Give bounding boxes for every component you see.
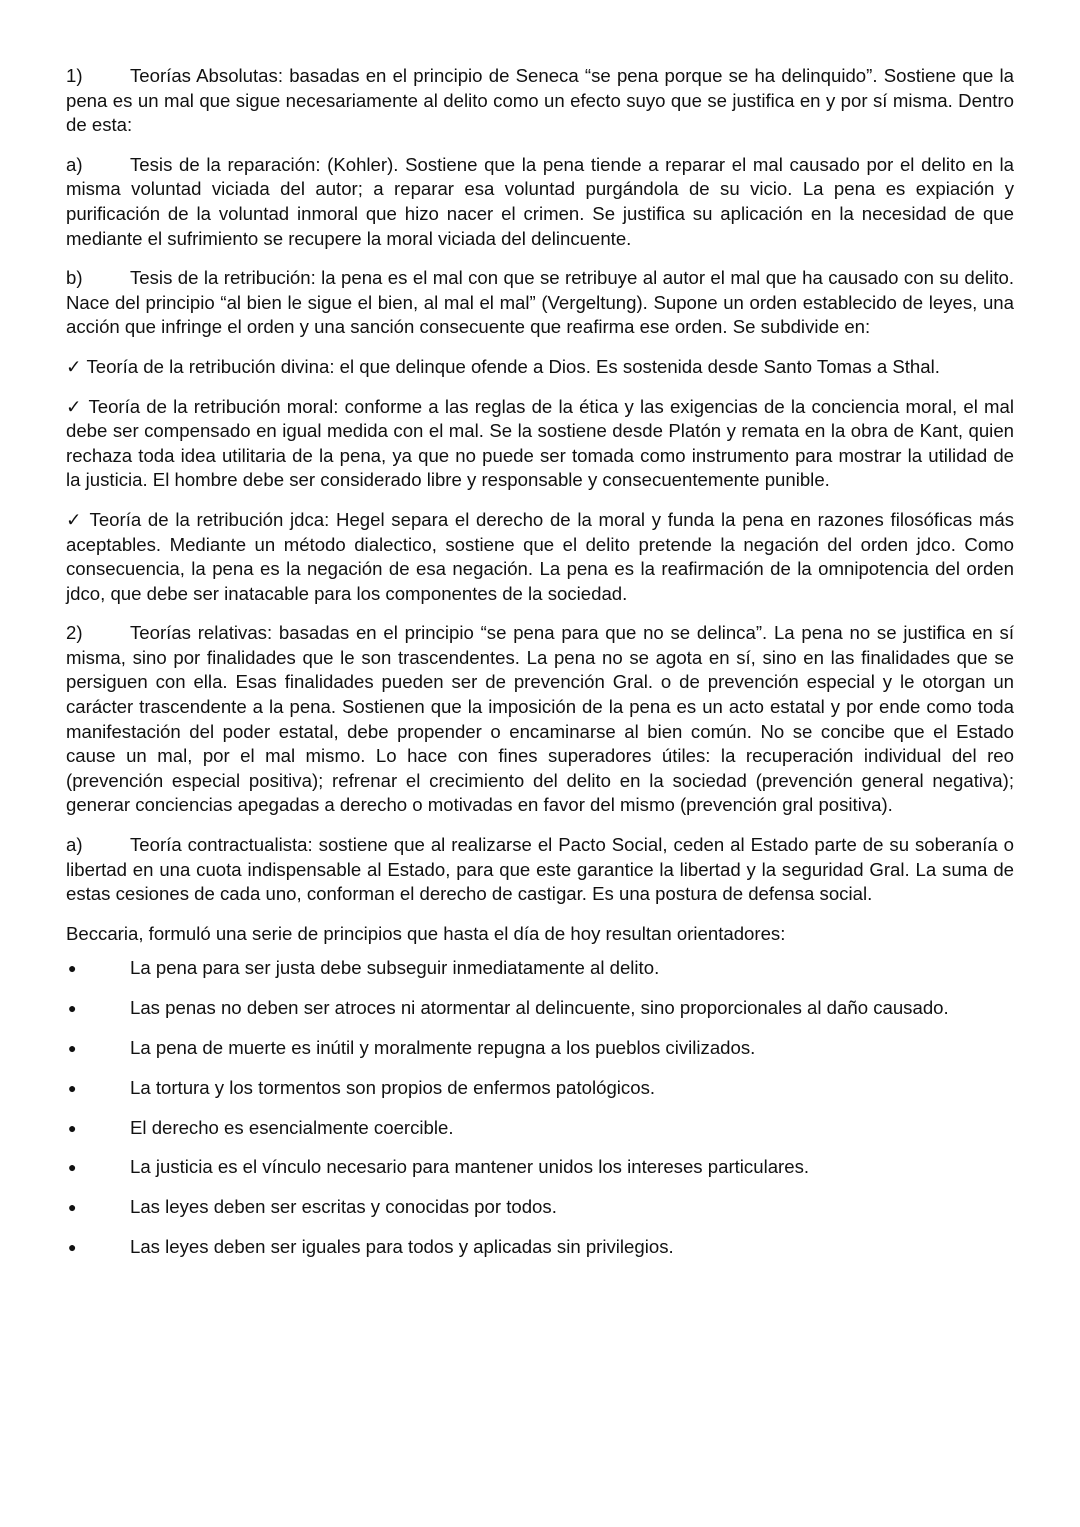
bullet-icon: ● xyxy=(68,1238,77,1255)
principle-text: La tortura y los tormentos son propios de enfermos patológicos. xyxy=(130,1076,656,1098)
beccaria-intro: Beccaria, formuló una serie de principios que hasta el día de hoy resultan orientadores: xyxy=(66,922,786,944)
principle-text: Las leyes deben ser iguales para todos y aplicadas sin privilegios. xyxy=(130,1235,674,1257)
list-marker: a) xyxy=(66,153,83,175)
bullet-icon: ● xyxy=(68,1039,77,1056)
bullet-icon: ● xyxy=(68,1119,77,1136)
principle-text: Las leyes deben ser escritas y conocidas por todos. xyxy=(130,1196,557,1218)
principle-text: El derecho es esencialmente coercible. xyxy=(130,1116,454,1138)
paragraph-retribucion-juridica xyxy=(66,508,1014,606)
checkmark-icon: ✓ xyxy=(66,508,84,530)
principle-text: La pena para ser justa debe subseguir inmediatamente al delito. xyxy=(130,957,660,979)
list-marker: b) xyxy=(66,267,83,289)
principle-text: Las penas no deben ser atroces ni atormentar al delincuente, sino proporcionales al daño causado. xyxy=(130,997,949,1019)
list-item xyxy=(66,1116,1014,1141)
paragraph-text: Tesis de la retribución: la pena es el mal con que se retribuye al autor el mal que ha causado con su delito. Nace del principio “al bien le sigue el bien, al mal el mal” (Vergeltung). Supone un orden establecido de leyes, una acción que infringe el orden y una sanción consecuente que reafirma ese orden. Se subdivide en: xyxy=(66,267,1014,338)
paragraph-text: Teoría de la retribución jdca: Hegel separa el derecho de la moral y funda la pena en razones filosóficas más aceptables. Mediante un método dialectico, sostiene que el delito pretende la negación del orden jdco. Como consecuencia, la pena es la negación de esa negación. La pena es la reafirmación de la omnipotencia del orden jdco, que debe ser inatacable para los componentes de la sociedad. xyxy=(66,508,1014,604)
paragraph-teorias-relativas xyxy=(66,621,1014,818)
list-item xyxy=(66,996,1014,1021)
principle-text: La pena de muerte es inútil y moralmente repugna a los pueblos civilizados. xyxy=(130,1036,756,1058)
list-marker: 2) xyxy=(66,622,83,644)
beccaria-principles-list xyxy=(66,956,1014,1259)
list-marker: 1) xyxy=(66,65,83,86)
paragraph-tesis-retribucion xyxy=(66,266,1014,340)
list-item xyxy=(66,1195,1014,1220)
paragraph-text: Teoría contractualista: sostiene que al realizarse el Pacto Social, ceden al Estado parte de su soberanía o libertad en una cuota indispensable al Estado, para que este garantice la libertad y la seguridad Gral. La suma de estas cesiones de cada uno, conforman el derecho de castigar. Es una postura de defensa social. xyxy=(66,834,1014,905)
paragraph-text: Tesis de la reparación: (Kohler). Sostiene que la pena tiende a reparar el mal causado por el delito en la misma voluntad viciada del autor; a reparar esa voluntad purgándola de su vicio. La pena es expiación y purificación de la voluntad inmoral que hizo nacer el crimen. Se justifica su aplicación en la necesidad de que mediante el sufrimiento se recupere la moral viciada del delincuente. xyxy=(66,153,1014,249)
principle-text: La justicia es el vínculo necesario para mantener unidos los intereses particulares. xyxy=(130,1156,810,1178)
list-item xyxy=(66,1076,1014,1101)
paragraph-teoria-contractualista xyxy=(66,833,1014,907)
bullet-icon: ● xyxy=(68,1000,77,1017)
paragraph-text: Teoría de la retribución divina: el que delinque ofende a Dios. Es sostenida desde Santo Tomas a Sthal. xyxy=(86,355,940,377)
list-item xyxy=(66,1036,1014,1061)
list-item xyxy=(66,1155,1014,1180)
list-item xyxy=(66,1235,1014,1260)
paragraph-tesis-reparacion xyxy=(66,153,1014,251)
list-item xyxy=(66,956,1014,981)
paragraph-text: Teoría de la retribución moral: conforme a las reglas de la ética y las exigencias de la conciencia moral, el mal debe ser compensado en igual medida con el mal. Se la sostiene desde Platón y remata en la obra de Kant, quien rechaza toda idea utilitaria de la pena, ya que no puede ser tomada como instrumento para mostrar la utilidad de la justicia. El hombre debe ser considerado libre y responsable y consecuentemente punible. xyxy=(66,395,1014,491)
paragraph-teorias-absolutas xyxy=(66,64,1014,138)
paragraph-retribucion-divina xyxy=(66,355,1014,380)
paragraph-text: Teorías Absolutas: basadas en el principio de Seneca “se pena porque se ha delinquido”. Sostiene que la pena es un mal que sigue necesariamente al delito como un efecto suyo que se justifica en y por sí misma. Dentro de esta: xyxy=(66,65,1014,136)
list-marker: a) xyxy=(66,834,83,856)
checkmark-icon: ✓ xyxy=(66,355,82,377)
bullet-icon: ● xyxy=(68,1199,77,1216)
bullet-icon: ● xyxy=(68,1159,77,1176)
paragraph-retribucion-moral xyxy=(66,395,1014,493)
bullet-icon: ● xyxy=(68,960,77,977)
checkmark-icon: ✓ xyxy=(66,395,83,417)
paragraph-text: Teorías relativas: basadas en el principio “se pena para que no se delinca”. La pena no se justifica en sí misma, sino por finalidades que le son trascendentes. La pena no se agota en sí, sino en las finalidades que se persiguen con ella. Esas finalidades pueden ser de prevención Gral. o de prevención especial y le otorgan un carácter trascendente a la pena. Sostienen que la imposición de la pena es un acto estatal y por ende como toda manifestación del poder estatal, debe propender o encaminarse al bien común. No se concibe que el Estado cause un mal, por el mal mismo. Lo hace con fines superadores útiles: la recuperación individual del reo (prevención especial positiva); refrenar el crecimiento del delito en la sociedad (prevención general negativa); generar conciencias apegadas a derecho o motivadas en favor del mismo (prevención gral positiva). xyxy=(66,622,1014,816)
bullet-icon: ● xyxy=(68,1079,77,1096)
